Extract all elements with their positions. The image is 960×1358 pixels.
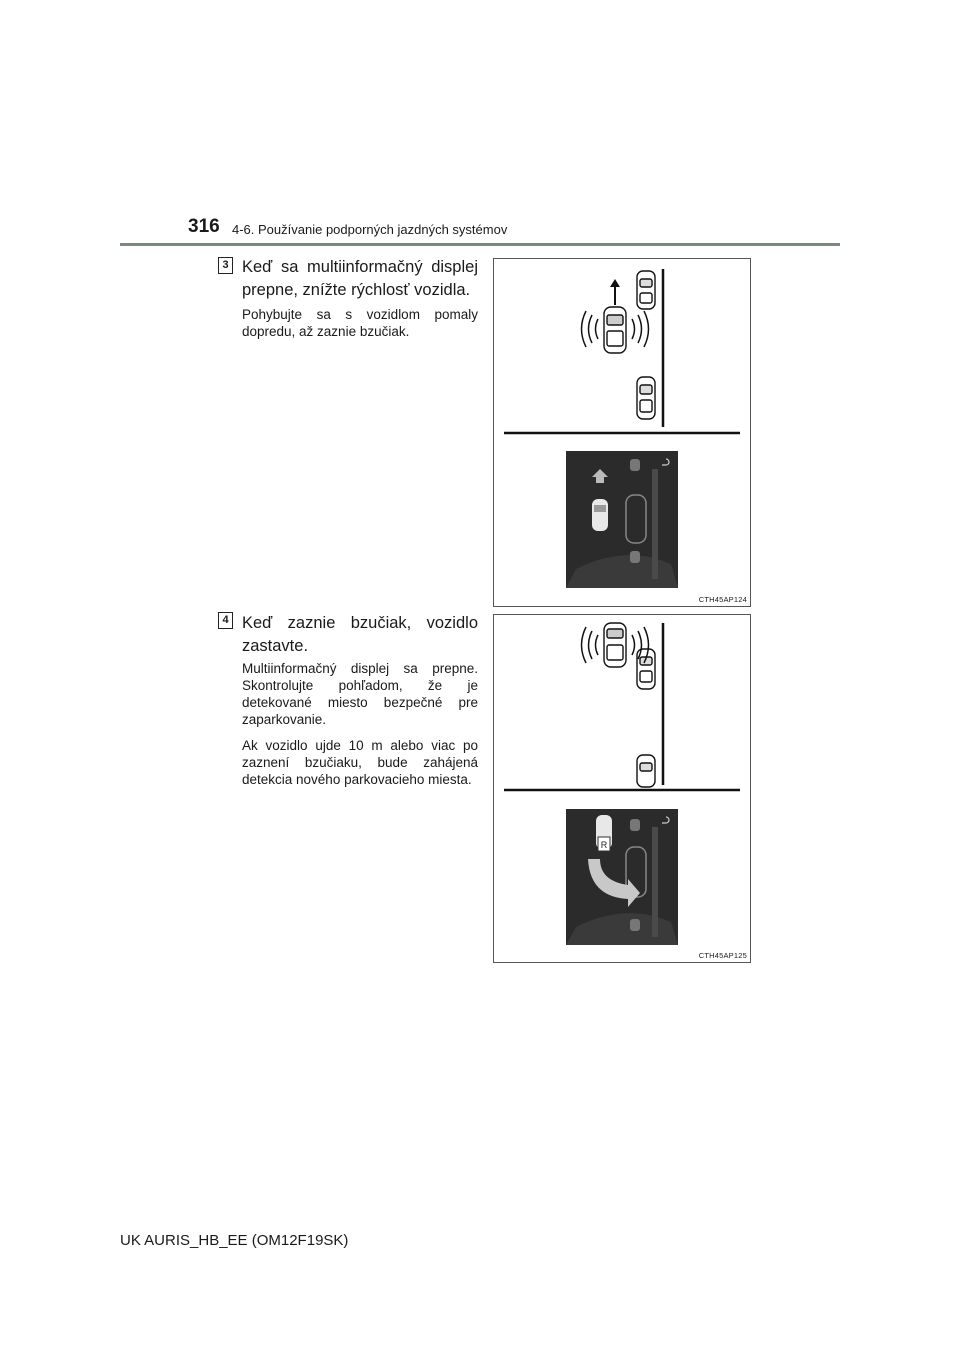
figure-code: CTH45AP124 xyxy=(698,595,747,604)
multi-information-display xyxy=(566,451,678,588)
step-3-illustration xyxy=(494,259,750,606)
step-4-badge: 4 xyxy=(218,612,233,629)
svg-text:R: R xyxy=(600,840,608,850)
parked-car-icon xyxy=(637,377,655,419)
parked-car-icon xyxy=(637,271,655,309)
figure-code: CTH45AP125 xyxy=(698,951,747,960)
page-number: 316 xyxy=(188,216,220,237)
own-car-icon xyxy=(604,307,626,353)
step-4-illustration xyxy=(494,615,750,962)
forward-arrow-icon xyxy=(610,279,620,305)
step-4-note-1: Multiinformačný displej sa prepne. Skontrolujte pohľadom, že je detekované miesto bezpečné pre zaparkovanie. xyxy=(242,661,478,727)
step-3-badge: 3 xyxy=(218,257,233,274)
step-4-heading: Keď zaznie bzučiak, vozidlo zastavte. xyxy=(242,614,478,655)
multi-information-display xyxy=(566,809,678,945)
section-title: 4-6. Používanie podporných jazdných systémov xyxy=(232,222,508,237)
step-3-figure xyxy=(493,258,751,607)
step-3-note: Pohybujte sa s vozidlom pomaly dopredu, až zaznie bzučiak. xyxy=(242,307,478,339)
step-4-figure xyxy=(493,614,751,963)
reverse-gear-icon xyxy=(598,837,610,851)
step-3-heading: Keď sa multiinformačný displej prepne, znížte rýchlosť vozidla. xyxy=(242,258,478,299)
header-divider xyxy=(120,243,840,246)
model-code: UK AURIS_HB_EE (OM12F19SK) xyxy=(120,1232,349,1249)
parked-car-icon xyxy=(637,755,655,787)
step-4-note-2: Ak vozidlo ujde 10 m alebo viac po zaznení bzučiaku, bude zahájená detekcia nového parkovacieho miesta. xyxy=(242,738,478,787)
own-car-icon xyxy=(604,623,626,667)
